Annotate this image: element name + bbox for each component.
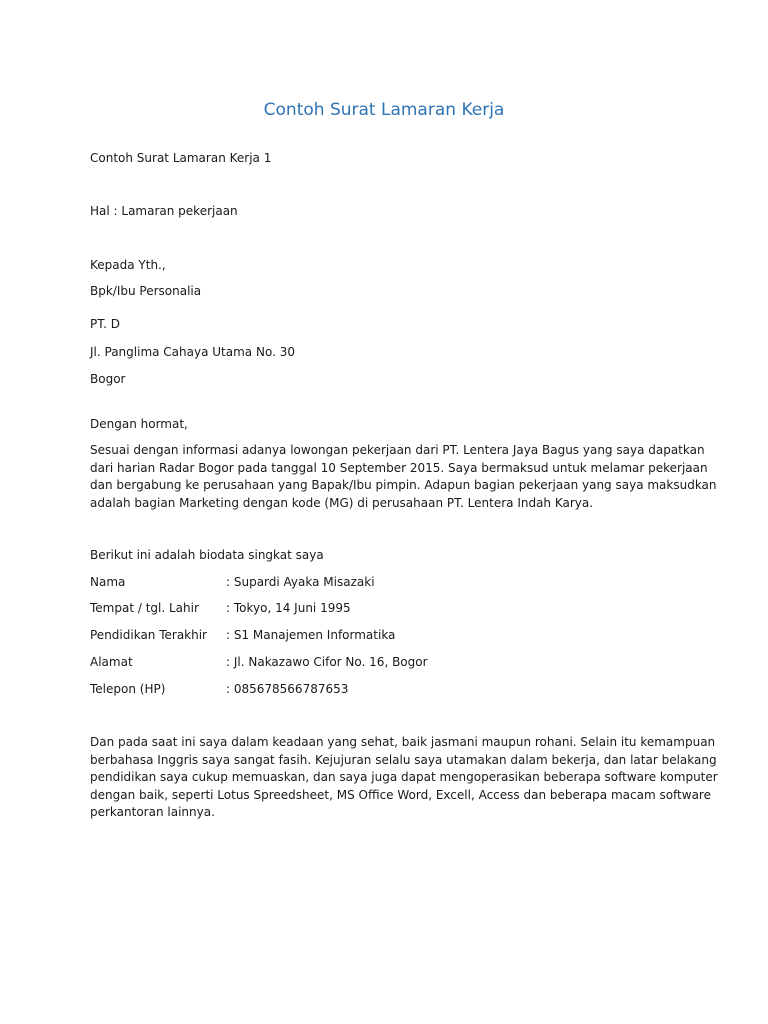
recipient-street: Jl. Panglima Cahaya Utama No. 30 — [90, 345, 295, 359]
intro-line: dan bergabung ke perusahaan yang Bapak/Ibu pimpin. Adapun bagian pekerjaan yang saya maksudkan — [90, 478, 717, 492]
recipient-company: PT. D — [90, 317, 121, 331]
document-title: Contoh Surat Lamaran Kerja — [263, 100, 505, 120]
biodata-intro: Berikut ini adalah biodata singkat saya — [90, 548, 324, 562]
biodata-label: Telepon (HP) — [90, 682, 166, 696]
intro-line: adalah bagian Marketing dengan kode (MG) di perusahaan PT. Lentera Indah Karya. — [90, 495, 594, 510]
biodata-label: Tempat / tgl. Lahir — [90, 601, 199, 615]
closing-line: Dan pada saat ini saya dalam keadaan yang sehat, baik jasmani maupun rohani. Selain itu kemampuan — [90, 735, 716, 749]
closing-line: dengan baik, seperti Lotus Spreedsheet, MS Office Word, Excell, Access dan beberapa macam software — [90, 787, 711, 802]
recipient-to: Kepada Yth., — [90, 258, 166, 272]
closing-line: pendidikan saya cukup memuaskan, dan saya juga dapat mengoperasikan beberapa software komputer — [90, 770, 718, 784]
recipient-city: Bogor — [90, 372, 126, 386]
biodata-value: : Jl. Nakazawo Cifor No. 16, Bogor — [226, 655, 428, 669]
biodata-label: Nama — [90, 575, 126, 589]
recipient-name: Bpk/Ibu Personalia — [90, 284, 202, 298]
closing-line: perkantoran lainnya. — [90, 805, 215, 819]
intro-line: Sesuai dengan informasi adanya lowongan pekerjaan dari PT. Lentera Jaya Bagus yang saya dapatkan — [90, 443, 705, 457]
greeting: Dengan hormat, — [90, 417, 188, 431]
intro-paragraph — [90, 442, 717, 512]
biodata-value: : 085678566787653 — [226, 682, 349, 696]
closing-paragraph — [90, 734, 718, 822]
intro-line: dari harian Radar Bogor pada tanggal 10 September 2015. Saya bermaksud untuk melamar pekerjaan — [90, 460, 708, 475]
letter-subtitle: Contoh Surat Lamaran Kerja 1 — [90, 151, 272, 165]
biodata-value: : Supardi Ayaka Misazaki — [226, 575, 375, 589]
letter-subject: Hal : Lamaran pekerjaan — [90, 204, 238, 218]
biodata-label: Pendidikan Terakhir — [90, 628, 207, 642]
biodata-label: Alamat — [90, 655, 133, 669]
biodata-value: : S1 Manajemen Informatika — [226, 628, 396, 642]
biodata-value: : Tokyo, 14 Juni 1995 — [226, 601, 351, 615]
closing-line: berbahasa Inggris saya sangat fasih. Kejujuran selalu saya utamakan dalam bekerja, dan latar belakang — [90, 752, 717, 767]
